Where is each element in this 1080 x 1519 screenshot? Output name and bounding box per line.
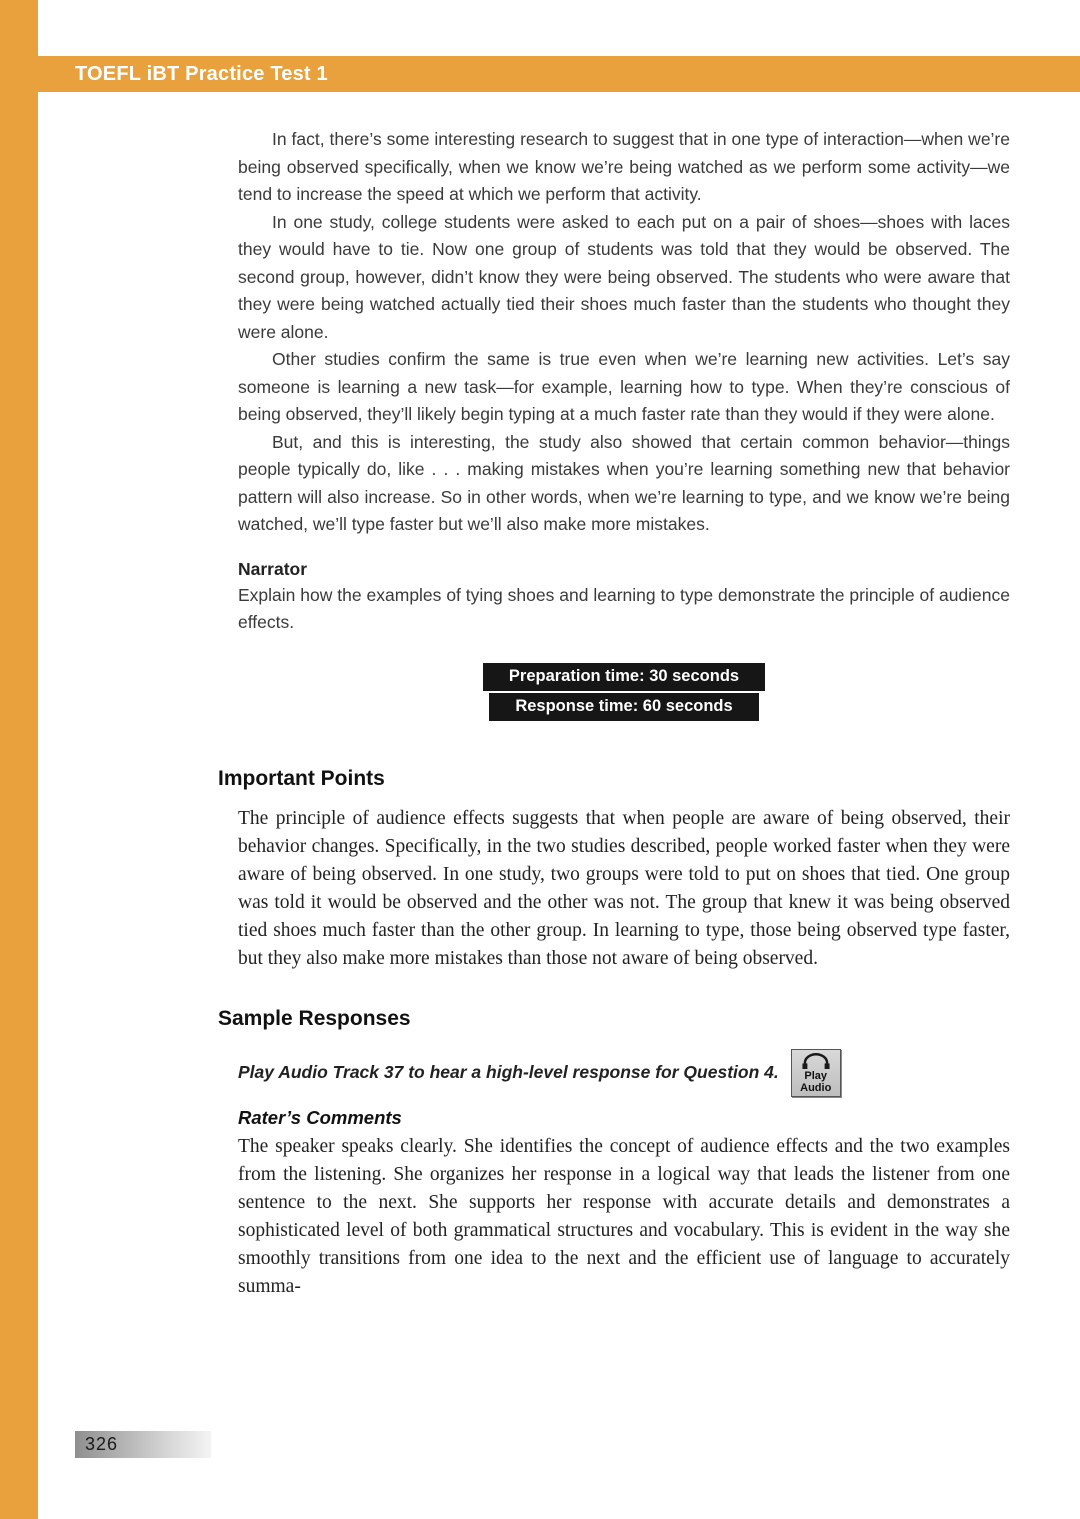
page-number: 326 xyxy=(85,1434,119,1454)
narrator-prompt: Explain how the examples of tying shoes and learning to type demonstrate the principle of audience effects. xyxy=(238,584,1010,632)
response-time-bar: Response time: 60 seconds xyxy=(489,693,758,721)
raters-comments-body: The speaker speaks clearly. She identifies the concept of audience effects and the two examples from the listening. She organizes her response in a logical way that leads the listener from one sentence to the next. She supports her response with accurate details and demonstrates a sophisticated level of both grammatical structures and vocabulary. This is evident in the way she smoothly transitions from one idea to the next and the efficient use of language to accurately summa- xyxy=(238,1135,1010,1297)
play-audio-instruction: Play Audio Track 37 to hear a high-level response for Question 4. xyxy=(238,1062,779,1082)
left-accent-strip xyxy=(0,0,38,1519)
play-audio-row xyxy=(238,1049,1010,1097)
transcript-paragraph: Other studies confirm the same is true even when we’re learning new activities. Let’s say someone is learning a new task—for example, learning how to type. When they’re conscious of being observed, they’ll likely begin typing at a much faster rate than they would if they were alone. xyxy=(238,349,1010,424)
transcript-paragraph: In fact, there’s some interesting research to suggest that in one type of interaction—when we’re being observed specifically, when we know we’re being watched as we perform some activity—we tend to increase the speed at which we perform that activity. xyxy=(238,129,1010,204)
headphones-icon xyxy=(792,1053,840,1069)
important-points-body: The principle of audience effects suggests that when people are aware of being observed, their behavior changes. Specifically, in the two studies described, people worked faster when they were aware of being observed. In one study, two groups were told to put on shoes that tied. One group was told it would be observed and the other was not. The group that knew it was being observed tied shoes much faster than the other group. In learning to type, those being observed type faster, but they also make more mistakes than those not aware of being observed. xyxy=(238,807,1010,969)
lecture-transcript xyxy=(238,126,1010,539)
transcript-paragraph: In one study, college students were asked to each put on a pair of shoes—shoes with laces they would have to tie. Now one group of students was told that they would be observed. The second group, however, didn’t know they were being observed. The students who were aware that they were being watched actually tied their shoes much faster than the students who thought they were alone. xyxy=(238,211,1010,342)
page-header-title: TOEFL iBT Practice Test 1 xyxy=(75,62,328,85)
page-number-bar xyxy=(75,1431,211,1458)
sample-responses-heading: Sample Responses xyxy=(218,1006,411,1030)
preparation-time-bar: Preparation time: 30 seconds xyxy=(483,663,765,691)
play-audio-button-label-2: Audio xyxy=(800,1081,832,1094)
narrator-label: Narrator xyxy=(238,558,308,579)
transcript-paragraph: But, and this is interesting, the study also showed that certain common behavior—things people typically do, like . . . making mistakes when you’re learning something new that behavior pattern will also increase. So in other words, when we’re learning to type, and we know we’re being watched, we’ll type faster but we’ll also make more mistakes. xyxy=(238,431,1010,534)
timer-bars xyxy=(238,663,1010,721)
play-audio-button-label-1: Play xyxy=(804,1069,828,1082)
play-audio-button[interactable] xyxy=(791,1049,841,1097)
page-header-bar xyxy=(0,56,1080,92)
page-content xyxy=(218,126,1010,1301)
raters-comments-heading: Rater’s Comments xyxy=(238,1106,402,1128)
important-points-heading: Important Points xyxy=(218,766,385,790)
